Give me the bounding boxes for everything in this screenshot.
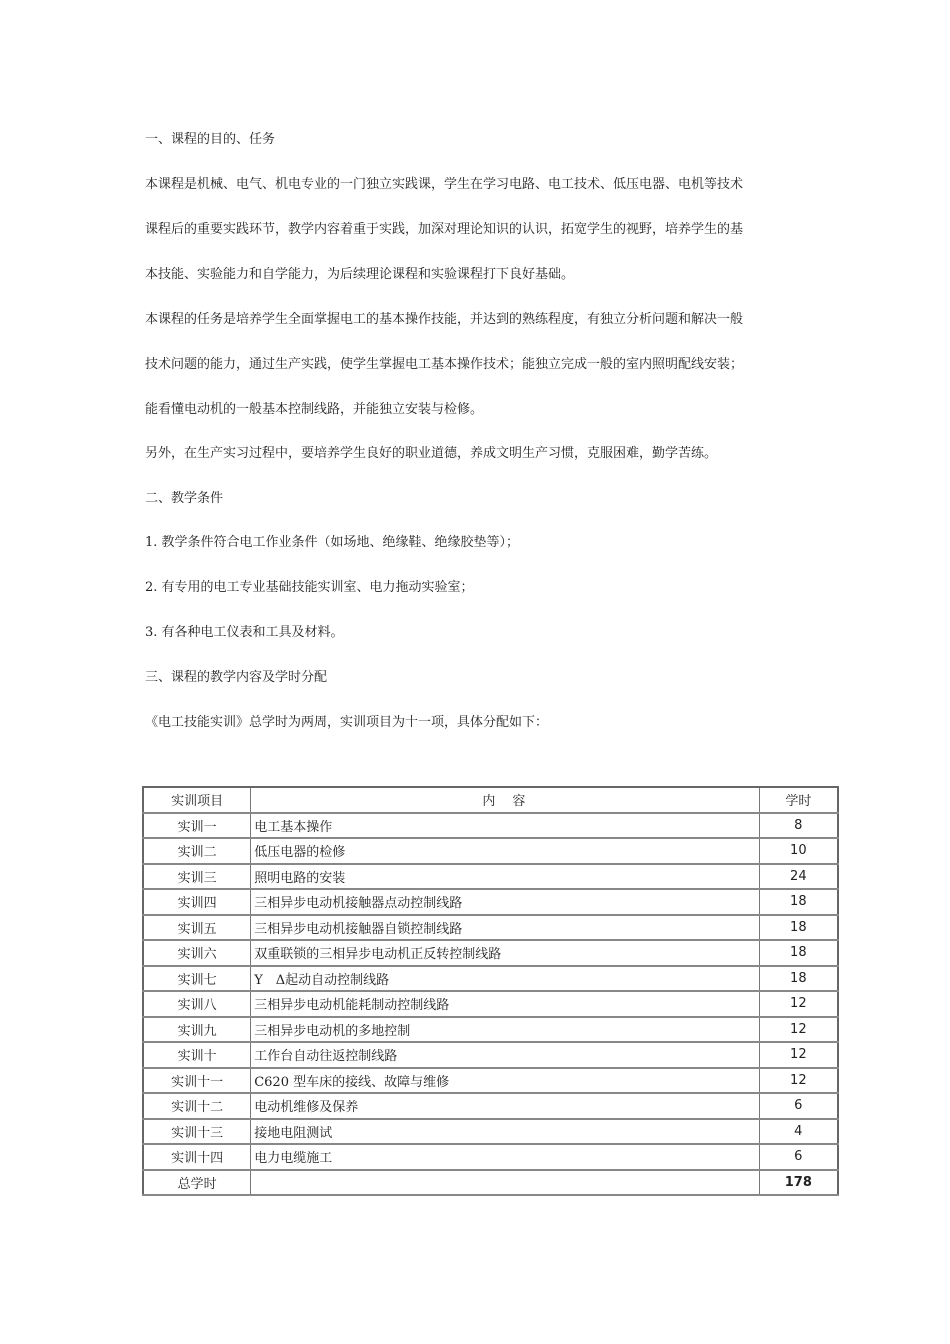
section-2-title: 二、教学条件 [145,491,224,506]
table-row [143,889,838,915]
table-row [143,864,838,890]
row-project: 实训九 [143,1017,251,1043]
row-content: 三相异步电动机接触器自锁控制线路 [251,915,759,941]
row-hours: 18 [759,966,838,992]
row-hours: 18 [759,940,838,966]
row-project: 实训八 [143,991,251,1017]
row-project: 实训七 [143,966,251,992]
section-1-para-2-line-1: 本课程的任务是培养学生全面掌握电工的基本操作技能，并达到的熟练程度，有独立分析问题和解决一般 [145,312,744,327]
row-content: 接地电阻测试 [251,1119,759,1145]
row-content: Y Δ起动自动控制线路 [251,966,759,992]
row-project: 实训十二 [143,1093,251,1119]
section-2-item-2: 2. 有专用的电工专业基础技能实训室、电力拖动实验室； [145,580,474,595]
table-row [143,1144,838,1170]
section-2-item-1: 1. 教学条件符合电工作业条件（如场地、绝缘鞋、绝缘胶垫等）； [145,535,520,550]
header-project: 实训项目 [143,787,251,813]
table-total-row [143,1170,838,1196]
row-project: 实训十 [143,1042,251,1068]
section-1-title: 一、课程的目的、任务 [145,132,276,147]
table-row [143,991,838,1017]
row-content: 电工基本操作 [251,813,759,839]
table-row [143,838,838,864]
row-project: 实训十三 [143,1119,251,1145]
table-row [143,1119,838,1145]
row-content: 照明电路的安装 [251,864,759,890]
row-project: 实训六 [143,940,251,966]
row-hours: 4 [759,1119,838,1145]
table-row [143,1068,838,1094]
row-content: 电动机维修及保养 [251,1093,759,1119]
row-hours: 12 [759,1068,838,1094]
row-content: 三相异步电动机接触器点动控制线路 [251,889,759,915]
row-content: 工作台自动往返控制线路 [251,1042,759,1068]
row-hours: 18 [759,915,838,941]
row-project: 实训五 [143,915,251,941]
header-content: 内 容 [251,787,759,813]
section-1-para-1-line-1: 本课程是机械、电气、机电专业的一门独立实践课，学生在学习电路、电工技术、低压电器、电机等技术 [145,177,744,192]
total-content [251,1170,759,1196]
section-3-title: 三、课程的教学内容及学时分配 [145,670,328,685]
total-hours: 178 [759,1170,838,1196]
section-1-para-1-line-2: 课程后的重要实践环节，教学内容着重于实践，加深对理论知识的认识，拓宽学生的视野，培养学生的基 [145,222,744,237]
table-row [143,1042,838,1068]
row-content: 双重联锁的三相异步电动机正反转控制线路 [251,940,759,966]
section-1-para-2-line-3: 能看懂电动机的一般基本控制线路，并能独立安装与检修。 [145,402,484,417]
training-schedule-table [142,786,839,1196]
row-project: 实训四 [143,889,251,915]
row-content: C620 型车床的接线、故障与维修 [251,1068,759,1094]
row-hours: 12 [759,1017,838,1043]
table-row [143,813,838,839]
table-body [143,787,838,1195]
total-label: 总学时 [143,1170,251,1196]
row-project: 实训十一 [143,1068,251,1094]
row-hours: 24 [759,864,838,890]
row-hours: 6 [759,1093,838,1119]
row-hours: 6 [759,1144,838,1170]
row-hours: 12 [759,991,838,1017]
row-hours: 18 [759,889,838,915]
row-content: 低压电器的检修 [251,838,759,864]
row-project: 实训一 [143,813,251,839]
row-hours: 8 [759,813,838,839]
row-hours: 12 [759,1042,838,1068]
table-row [143,966,838,992]
section-3-intro: 《电工技能实训》总学时为两周，实训项目为十一项，具体分配如下： [145,715,549,730]
table-row [143,1017,838,1043]
table-header-row [143,787,838,813]
row-project: 实训十四 [143,1144,251,1170]
table-row [143,915,838,941]
row-content: 三相异步电动机能耗制动控制线路 [251,991,759,1017]
section-1-para-2-line-2: 技术问题的能力，通过生产实践，使学生掌握电工基本操作技术；能独立完成一般的室内照明配线安装； [145,357,744,372]
section-2-item-3: 3. 有各种电工仪表和工具及材料。 [145,625,344,640]
row-content: 电力电缆施工 [251,1144,759,1170]
header-hours: 学时 [759,787,838,813]
row-content: 三相异步电动机的多地控制 [251,1017,759,1043]
row-project: 实训三 [143,864,251,890]
row-project: 实训二 [143,838,251,864]
section-1-para-3: 另外，在生产实习过程中，要培养学生良好的职业道德，养成文明生产习惯，克服困难，勤学苦练。 [145,446,718,461]
table-row [143,940,838,966]
table-row [143,1093,838,1119]
row-hours: 10 [759,838,838,864]
section-1-para-1-line-3: 本技能、实验能力和自学能力，为后续理论课程和实验课程打下良好基础。 [145,267,575,282]
